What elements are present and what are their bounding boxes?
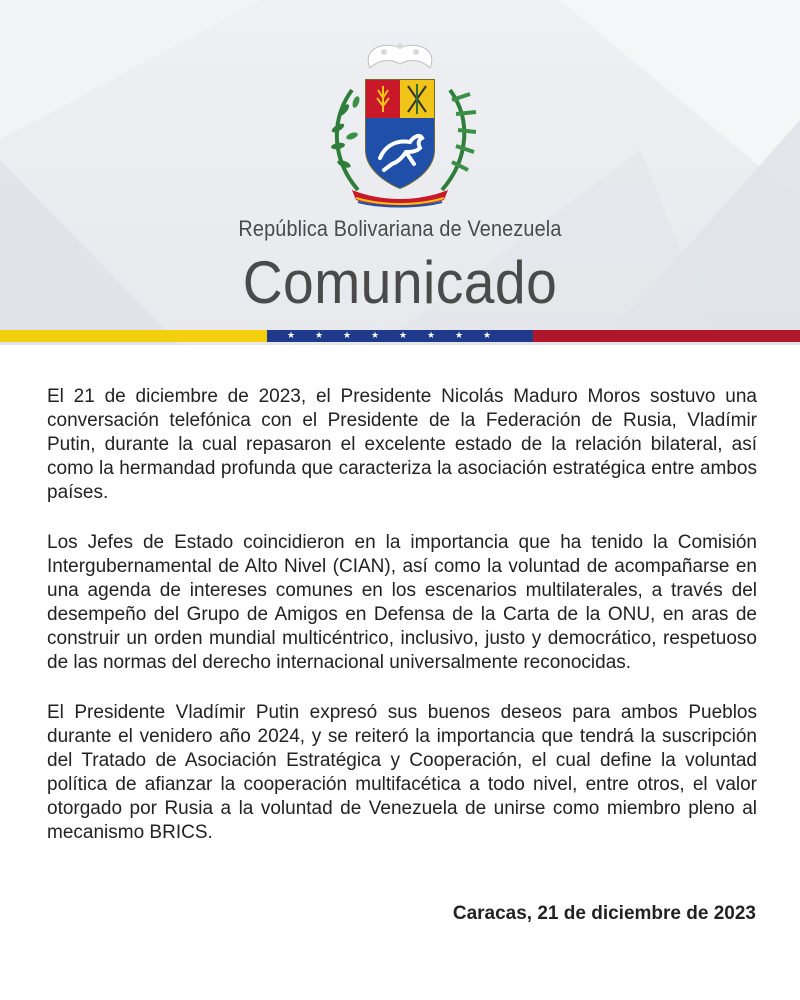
flag-color-bar bbox=[0, 330, 800, 342]
header-banner bbox=[0, 0, 800, 345]
page-title: Comunicado bbox=[242, 249, 558, 316]
star-icon: ★ bbox=[399, 331, 408, 341]
star-icon: ★ bbox=[483, 331, 492, 341]
star-icon: ★ bbox=[427, 331, 436, 341]
star-icon: ★ bbox=[343, 331, 352, 341]
star-icon: ★ bbox=[371, 331, 380, 341]
republic-name: República Bolivariana de Venezuela bbox=[238, 216, 562, 241]
paragraph-3: El Presidente Vladímir Putin expresó sus buenos deseos para ambos Pueblos durante el venidero año 2024, y se reiteró la importancia que tendrá la suscripción del Tratado de Asociación Estratégica y Cooperación, el cual define la voluntad política de afianzar la cooperación multifacética a todo nivel, entre otros, el valor otorgado por Rusia a la voluntad de Venezuela de unirse como miembro pleno al mecanismo BRICS. bbox=[47, 702, 757, 843]
place-date: Caracas, 21 de diciembre de 2023 bbox=[452, 903, 756, 924]
star-icon: ★ bbox=[315, 331, 324, 341]
star-icon: ★ bbox=[287, 331, 296, 341]
coat-of-arms-icon bbox=[322, 40, 478, 208]
star-icon: ★ bbox=[455, 331, 464, 341]
flag-red-stripe bbox=[533, 330, 800, 342]
paragraph-1: El 21 de diciembre de 2023, el Presidente Nicolás Maduro Moros sostuvo una conversación telefónica con el Presidente de la Federación de Rusia, Vladímir Putin, durante la cual repasaron el excelente estado de la relación bilateral, así como la hermandad profunda que caracteriza la asociación estratégica entre ambos países. bbox=[47, 386, 757, 503]
flag-blue-stripe bbox=[267, 330, 533, 342]
flag-yellow-stripe bbox=[0, 330, 267, 342]
communique-body bbox=[47, 385, 757, 871]
paragraph-2: Los Jefes de Estado coincidieron en la importancia que ha tenido la Comisión Intergubernamental de Alto Nivel (CIAN), así como la voluntad de acompañarse en una agenda de intereses comunes en los escenarios multilaterales, a través del desempeño del Grupo de Amigos en Defensa de la Carta de la ONU, en aras de construir un orden mundial multicéntrico, inclusivo, justo y democrático, respetuoso de las normas del derecho internacional universalmente reconocidas. bbox=[47, 532, 757, 673]
